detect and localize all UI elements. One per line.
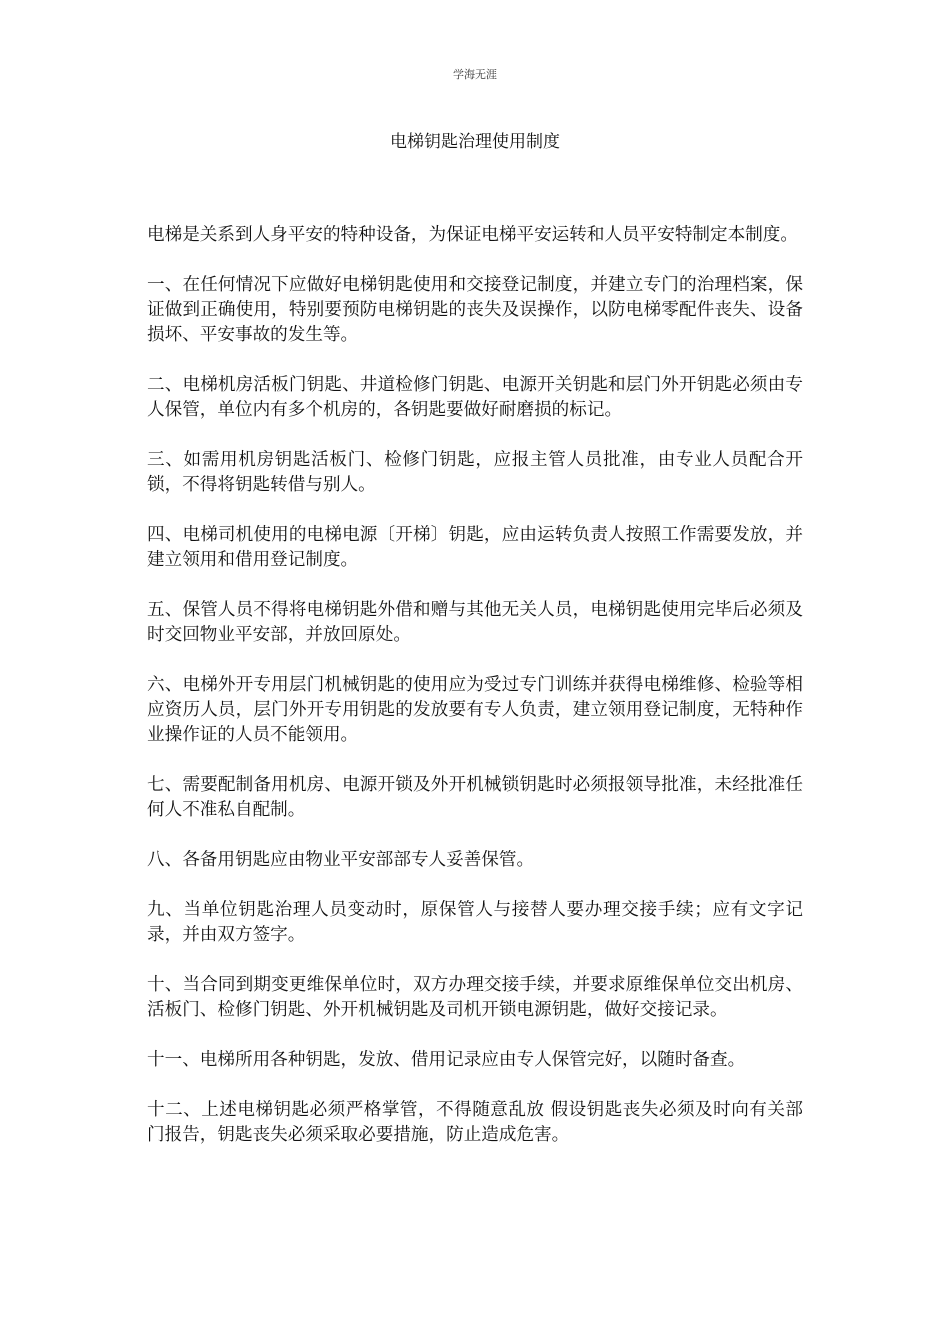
rule-paragraph-3: 三、如需用机房钥匙活板门、检修门钥匙，应报主管人员批准，由专业人员配合开锁，不得将钥匙转借与别人。 [147,450,803,495]
rule-paragraph-5: 五、保管人员不得将电梯钥匙外借和赠与其他无关人员，电梯钥匙使用完毕后必须及时交回物业平安部，并放回原处。 [147,600,803,645]
document-body [147,223,803,1173]
rule-paragraph-11: 十一、电梯所用各种钥匙，发放、借用记录应由专人保管完好，以随时备查。 [147,1050,746,1070]
rule-paragraph-10: 十、当合同到期变更维保单位时，双方办理交接手续，并要求原维保单位交出机房、活板门、检修门钥匙、外开机械钥匙及司机开锁电源钥匙，做好交接记录。 [147,975,803,1020]
rule-paragraph-4: 四、电梯司机使用的电梯电源〔开梯〕钥匙，应由运转负责人按照工作需要发放，并建立领用和借用登记制度。 [147,525,803,570]
page-header: 学海无涯 [453,68,497,81]
rule-paragraph-6: 六、电梯外开专用层门机械钥匙的使用应为受过专门训练并获得电梯维修、检验等相应资历人员，层门外开专用钥匙的发放要有专人负责，建立领用登记制度，无特种作业操作证的人员不能领用。 [147,675,803,745]
rule-paragraph-7: 七、需要配制备用机房、电源开锁及外开机械锁钥匙时必须报领导批准，未经批准任何人不准私自配制。 [147,775,803,820]
document-title: 电梯钥匙治理使用制度 [390,132,560,152]
rule-paragraph-1: 一、在任何情况下应做好电梯钥匙使用和交接登记制度，并建立专门的治理档案，保证做到正确使用，特别要预防电梯钥匙的丧失及误操作，以防电梯零配件丧失、设备损坏、平安事故的发生等。 [147,275,803,345]
rule-paragraph-12: 十二、上述电梯钥匙必须严格掌管，不得随意乱放 假设钥匙丧失必须及时向有关部门报告，钥匙丧失必须采取必要措施，防止造成危害。 [147,1100,803,1145]
rule-paragraph-2: 二、电梯机房活板门钥匙、井道检修门钥匙、电源开关钥匙和层门外开钥匙必须由专人保管，单位内有多个机房的，各钥匙要做好耐磨损的标记。 [147,375,803,420]
rule-paragraph-8: 八、各备用钥匙应由物业平安部部专人妥善保管。 [147,850,535,870]
rule-paragraph-9: 九、当单位钥匙治理人员变动时，原保管人与接替人要办理交接手续；应有文字记录，并由双方签字。 [147,900,803,945]
intro-paragraph: 电梯是关系到人身平安的特种设备，为保证电梯平安运转和人员平安特制定本制度。 [147,225,798,245]
